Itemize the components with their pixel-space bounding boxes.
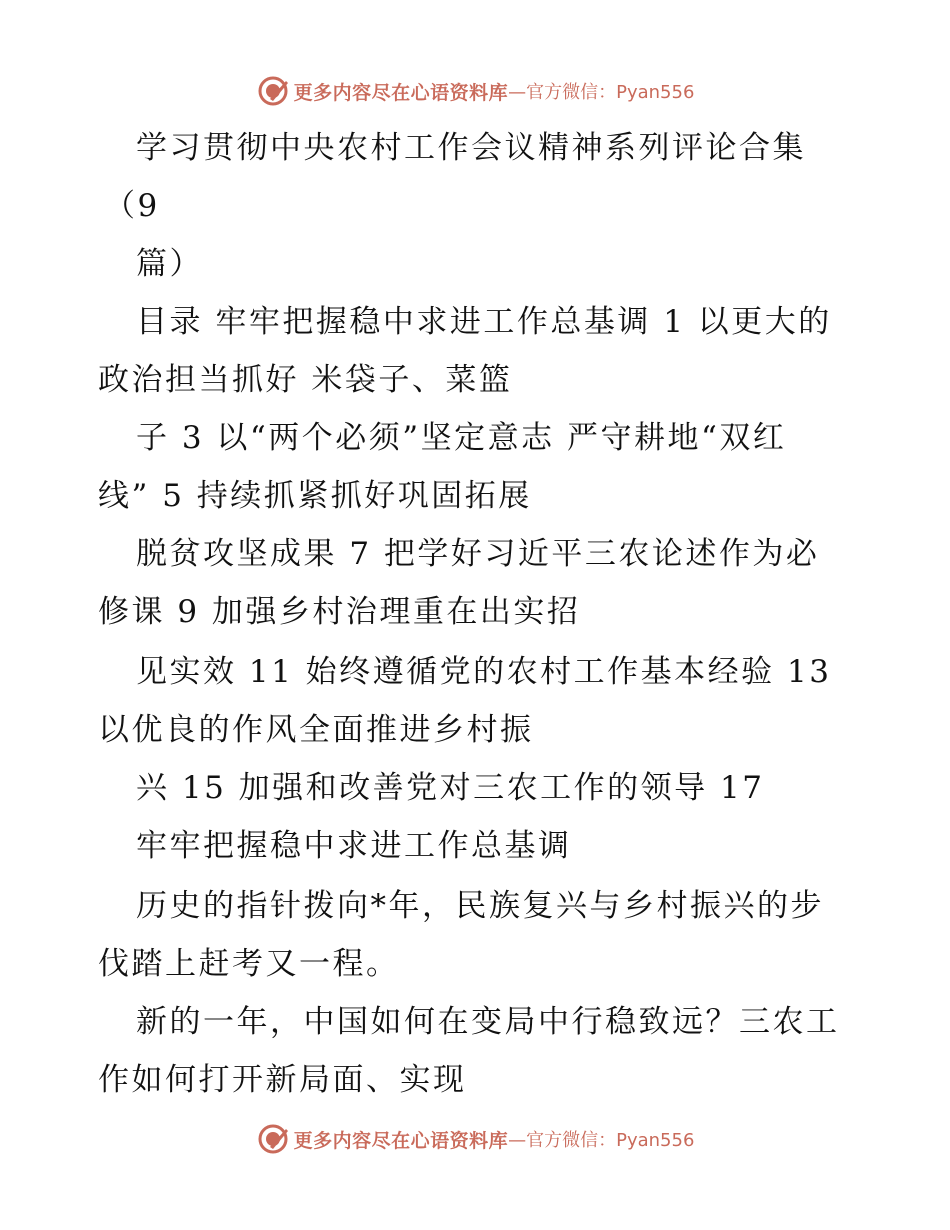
watermark-header bbox=[0, 74, 950, 108]
toc-line: 修课 9 加强乡村治理重在出实招 bbox=[98, 594, 581, 630]
watermark-footer bbox=[0, 1122, 950, 1156]
doc-title-line: 学习贯彻中央农村工作会议精神系列评论合集 bbox=[136, 130, 806, 166]
toc-line: 以优良的作风全面推进乡村振 bbox=[98, 712, 534, 748]
toc-line: 脱贫攻坚成果 7 把学好习近平三农论述作为必 bbox=[136, 536, 820, 572]
toc-line: 目录 牢牢把握稳中求进工作总基调 1 以更大的 bbox=[136, 304, 832, 340]
watermark-left-text: 更多内容尽在心语资料库 bbox=[293, 1129, 509, 1152]
toc-line: 线” 5 持续抓紧抓好巩固拓展 bbox=[98, 478, 532, 514]
paragraph-line: 伐踏上赶考又一程。 bbox=[98, 946, 400, 982]
toc-line: 见实效 11 始终遵循党的农村工作基本经验 13 bbox=[136, 654, 832, 690]
toc-line: 政治担当抓好 米袋子、菜篮 bbox=[98, 362, 513, 398]
watermark-right-text: —官方微信：Pyan556 bbox=[508, 82, 695, 103]
paragraph-line: 历史的指针拨向*年，民族复兴与乡村振兴的步 bbox=[136, 888, 824, 924]
doc-title-line: （9 bbox=[104, 188, 160, 224]
toc-line: 兴 15 加强和改善党对三农工作的领导 17 bbox=[136, 770, 765, 806]
watermark-right-text: —官方微信：Pyan556 bbox=[508, 1130, 695, 1151]
paragraph-line: 新的一年，中国如何在变局中行稳致远？三农工 bbox=[136, 1004, 840, 1040]
paragraph-line: 作如何打开新局面、实现 bbox=[98, 1062, 467, 1098]
pen-nib-logo-icon bbox=[256, 74, 290, 108]
pen-nib-logo-icon bbox=[256, 1122, 290, 1156]
toc-line: 子 3 以“两个必须”坚定意志 严守耕地“双红 bbox=[136, 420, 787, 456]
watermark-left-text: 更多内容尽在心语资料库 bbox=[293, 81, 509, 104]
section-heading: 牢牢把握稳中求进工作总基调 bbox=[136, 828, 572, 864]
doc-title-line: 篇） bbox=[136, 246, 203, 282]
